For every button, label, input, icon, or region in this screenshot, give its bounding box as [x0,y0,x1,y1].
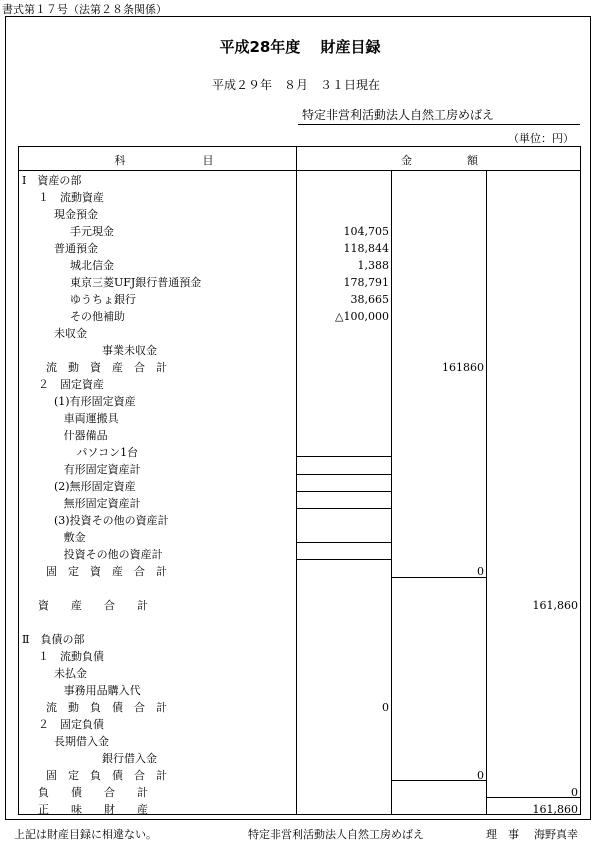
signer-title: 理 事 [486,828,519,841]
row-label: 正 味 財 産 [38,803,148,816]
row-label: 流 動 資 産 合 計 [46,361,167,374]
amount-c1: 0 [382,701,389,714]
amount-c2: 0 [477,769,484,782]
row-label: 現金預金 [54,208,98,221]
organization-name: 特定非営利活動法人自然工房めばえ [302,108,495,122]
row-label: 敷金 [63,531,86,544]
row-label: (3)投資その他の資産計 [54,514,169,527]
rule [486,797,581,798]
amount-c1: 178,791 [343,276,389,289]
as-of-date: 平成２９年 ８月 ３１日現在 [212,78,381,92]
row-label: 資 産 合 計 [38,599,148,612]
form-number: 書式第１７号（法第２８条関係） [2,3,167,16]
row-label: ２ 固定負債 [38,718,104,731]
table-header-divider [18,170,581,171]
row-label: Ⅱ 負債の部 [22,633,85,646]
row-label: 什器備品 [63,429,108,442]
row-label: 未払金 [54,667,87,680]
row-label: 銀行借入金 [102,752,157,765]
unit-label: （単位：円） [508,132,574,145]
amount-c1: 118,844 [343,242,389,255]
amount-c3: 161,860 [532,803,578,816]
row-label: １ 流動負債 [38,650,104,663]
row-label: 手元現金 [70,225,114,238]
row-label: 投資その他の資産計 [63,548,163,561]
row-label: 無形固定資産計 [63,497,141,510]
column-divider-3 [486,170,487,815]
row-label: その他補助 [70,310,125,323]
amount-c1: △100,000 [335,310,389,323]
rule [391,577,486,578]
amount-c1: 104,705 [343,225,389,238]
row-label: 未収金 [54,327,87,340]
row-label: (2)無形固定資産 [54,480,136,493]
amount-c2: 161860 [442,361,484,374]
row-label: ２ 固定資産 [38,378,104,391]
header-amount: 金 額 [401,154,478,167]
column-divider-1 [296,146,297,815]
row-label: 城北信金 [70,259,114,272]
row-label: 固 定 資 産 合 計 [46,565,167,578]
rule [296,456,391,457]
amount-c3: 0 [571,786,578,799]
row-label: １ 流動資産 [38,191,104,204]
rule [296,508,391,509]
header-item: 科 目 [114,154,214,167]
row-label: 固 定 負 債 合 計 [46,769,167,782]
row-label: Ⅰ 資産の部 [22,174,82,187]
row-label: パソコン1台 [76,446,139,459]
row-label: 流 動 負 債 合 計 [46,701,167,714]
amount-c3: 161,860 [532,599,578,612]
row-label: 東京三菱UFJ銀行普通預金 [70,276,202,289]
row-label: (1)有形固定資産 [54,395,136,408]
rule [296,491,391,492]
signer-organization: 特定非営利活動法人自然工房めばえ [248,828,424,841]
row-label: 車両運搬具 [63,412,119,425]
column-divider-2 [391,170,392,815]
row-label: 負 債 合 計 [38,786,148,799]
row-label: 事業未収金 [102,344,157,357]
rule [391,780,486,781]
row-label: ゆうちょ銀行 [70,293,136,306]
amount-c1: 38,665 [350,293,389,306]
row-label: 事務用品購入代 [63,684,141,697]
row-label: 普通預金 [54,242,98,255]
rule [296,559,391,560]
amount-c1: 1,388 [357,259,389,272]
document-title: 平成28年度 財産目録 [219,38,381,56]
rule [296,474,391,475]
certification-statement: 上記は財産目録に相違ない。 [14,828,157,841]
signer-name: 海野真幸 [534,828,578,841]
rule [296,542,391,543]
amount-c2: 0 [477,565,484,578]
organization-underline [298,124,580,125]
row-label: 長期借入金 [54,735,109,748]
row-label: 有形固定資産計 [63,463,141,476]
